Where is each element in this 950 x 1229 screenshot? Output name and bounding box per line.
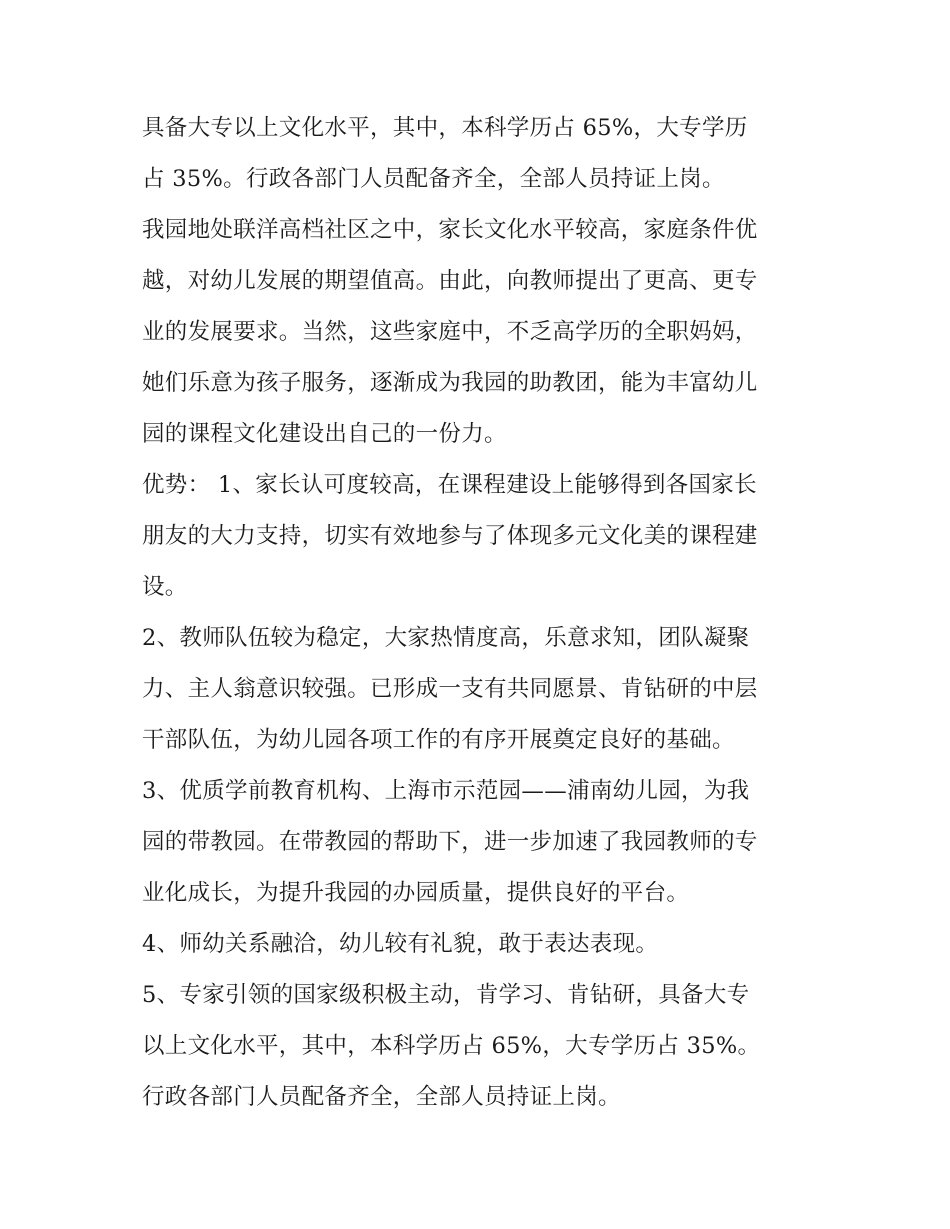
text-line: 朋友的大力支持，切实有效地参与了体现多元文化美的课程建 — [142, 523, 758, 549]
text-line: 4、师幼关系融洽，幼儿较有礼貌，敢于表达表现。 — [142, 931, 659, 957]
text-line: 业的发展要求。当然，这些家庭中，不乏高学历的全职妈妈， — [142, 319, 758, 345]
text-line: 行政各部门人员配备齐全，全部人员持证上岗。 — [142, 1084, 621, 1110]
text-line: 力、主人翁意识较强。已形成一支有共同愿景、肯钻研的中层 — [142, 676, 758, 702]
text-line: 越，对幼儿发展的期望值高。由此，向教师提出了更高、更专 — [142, 268, 758, 294]
text-line: 园的课程文化建设出自己的一份力。 — [142, 421, 507, 447]
document-body — [142, 103, 814, 1123]
text-line: 以上文化水平，其中，本科学历占 65%，大专学历占 35%。 — [142, 1033, 761, 1059]
text-line: 我园地处联洋高档社区之中，家长文化水平较高，家庭条件优 — [142, 217, 758, 243]
text-line: 干部队伍，为幼儿园各项工作的有序开展奠定良好的基础。 — [142, 727, 735, 753]
text-line: 园的带教园。在带教园的帮助下，进一步加速了我园教师的专 — [142, 829, 758, 855]
text-line: 业化成长，为提升我园的办园质量，提供良好的平台。 — [142, 880, 690, 906]
text-line: 优势： 1、家长认可度较高，在课程建设上能够得到各国家长 — [142, 472, 757, 498]
text-line: 3、优质学前教育机构、上海市示范园——浦南幼儿园，为我 — [142, 778, 750, 804]
text-line: 2、教师队伍较为稳定，大家热情度高，乐意求知，团队凝聚 — [142, 625, 750, 651]
text-line: 占 35%。行政各部门人员配备齐全，全部人员持证上岗。 — [142, 166, 725, 192]
text-line: 她们乐意为孩子服务，逐渐成为我园的助教团，能为丰富幼儿 — [142, 370, 758, 396]
text-line: 具备大专以上文化水平，其中，本科学历占 65%，大专学历 — [142, 115, 748, 141]
text-line: 5、专家引领的国家级积极主动，肯学习、肯钻研，具备大专 — [142, 982, 750, 1008]
text-line: 设。 — [142, 574, 188, 600]
